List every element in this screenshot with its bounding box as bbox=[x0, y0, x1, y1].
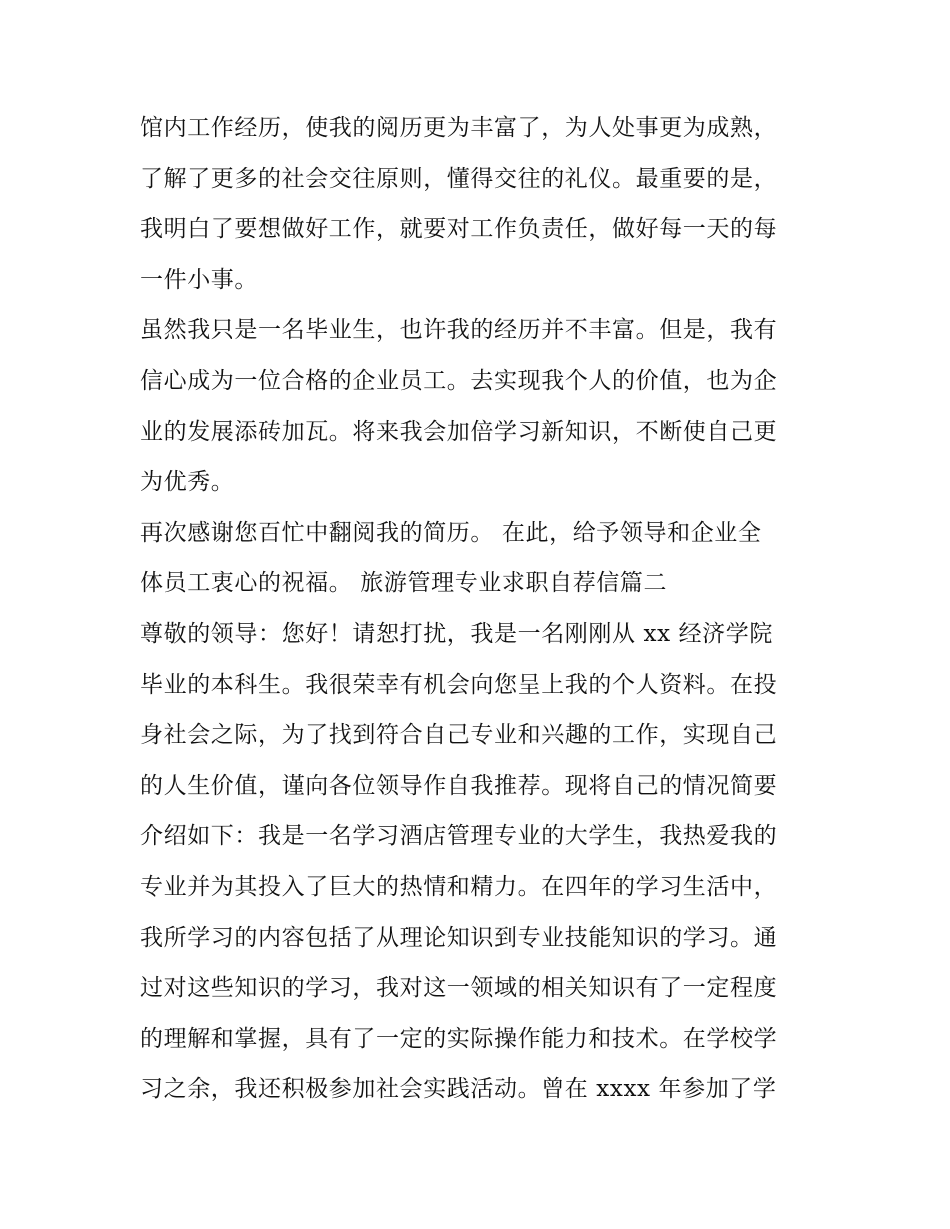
text-line: 我所学习的内容包括了从理论知识到专业技能知识的学习。通 bbox=[140, 924, 778, 951]
text-line: 体员工衷心的祝福。 旅游管理专业求职自荐信篇二 bbox=[140, 570, 668, 597]
text-line: 再次感谢您百忙中翻阅我的简历。 在此，给予领导和企业全 bbox=[140, 519, 762, 546]
text-line: 为优秀。 bbox=[140, 469, 235, 496]
text-line: 毕业的本科生。我很荣幸有机会向您呈上我的个人资料。在投 bbox=[140, 671, 778, 698]
text-line: 专业并为其投入了巨大的热情和精力。在四年的学习生活中， bbox=[140, 873, 778, 900]
text-line: 身社会之际，为了找到符合自己专业和兴趣的工作，实现自己 bbox=[140, 722, 778, 749]
text-line: 了解了更多的社会交往原则，懂得交往的礼仪。最重要的是， bbox=[140, 165, 778, 192]
document-body bbox=[140, 103, 820, 1115]
text-line: 习之余，我还积极参加社会实践活动。曾在 xxxx 年参加了学 bbox=[140, 1076, 777, 1103]
text-line: 我明白了要想做好工作，就要对工作负责任，做好每一天的每 bbox=[140, 216, 778, 243]
text-line: 一件小事。 bbox=[140, 266, 258, 293]
text-line: 尊敬的领导：您好！请恕打扰，我是一名刚刚从 xx 经济学院 bbox=[140, 620, 773, 647]
text-line: 介绍如下：我是一名学习酒店管理专业的大学生，我热爱我的 bbox=[140, 823, 778, 850]
text-line: 的理解和掌握，具有了一定的实际操作能力和技术。在学校学 bbox=[140, 1025, 778, 1052]
text-line: 虽然我只是一名毕业生，也许我的经历并不丰富。但是，我有 bbox=[140, 317, 778, 344]
text-line: 业的发展添砖加瓦。将来我会加倍学习新知识，不断使自己更 bbox=[140, 418, 778, 445]
text-line: 过对这些知识的学习，我对这一领域的相关知识有了一定程度 bbox=[140, 975, 778, 1002]
text-line: 的人生价值，谨向各位领导作自我推荐。现将自己的情况简要 bbox=[140, 772, 778, 799]
text-line: 馆内工作经历，使我的阅历更为丰富了，为人处事更为成熟， bbox=[140, 115, 778, 141]
text-line: 信心成为一位合格的企业员工。去实现我个人的价值，也为企 bbox=[140, 367, 778, 394]
